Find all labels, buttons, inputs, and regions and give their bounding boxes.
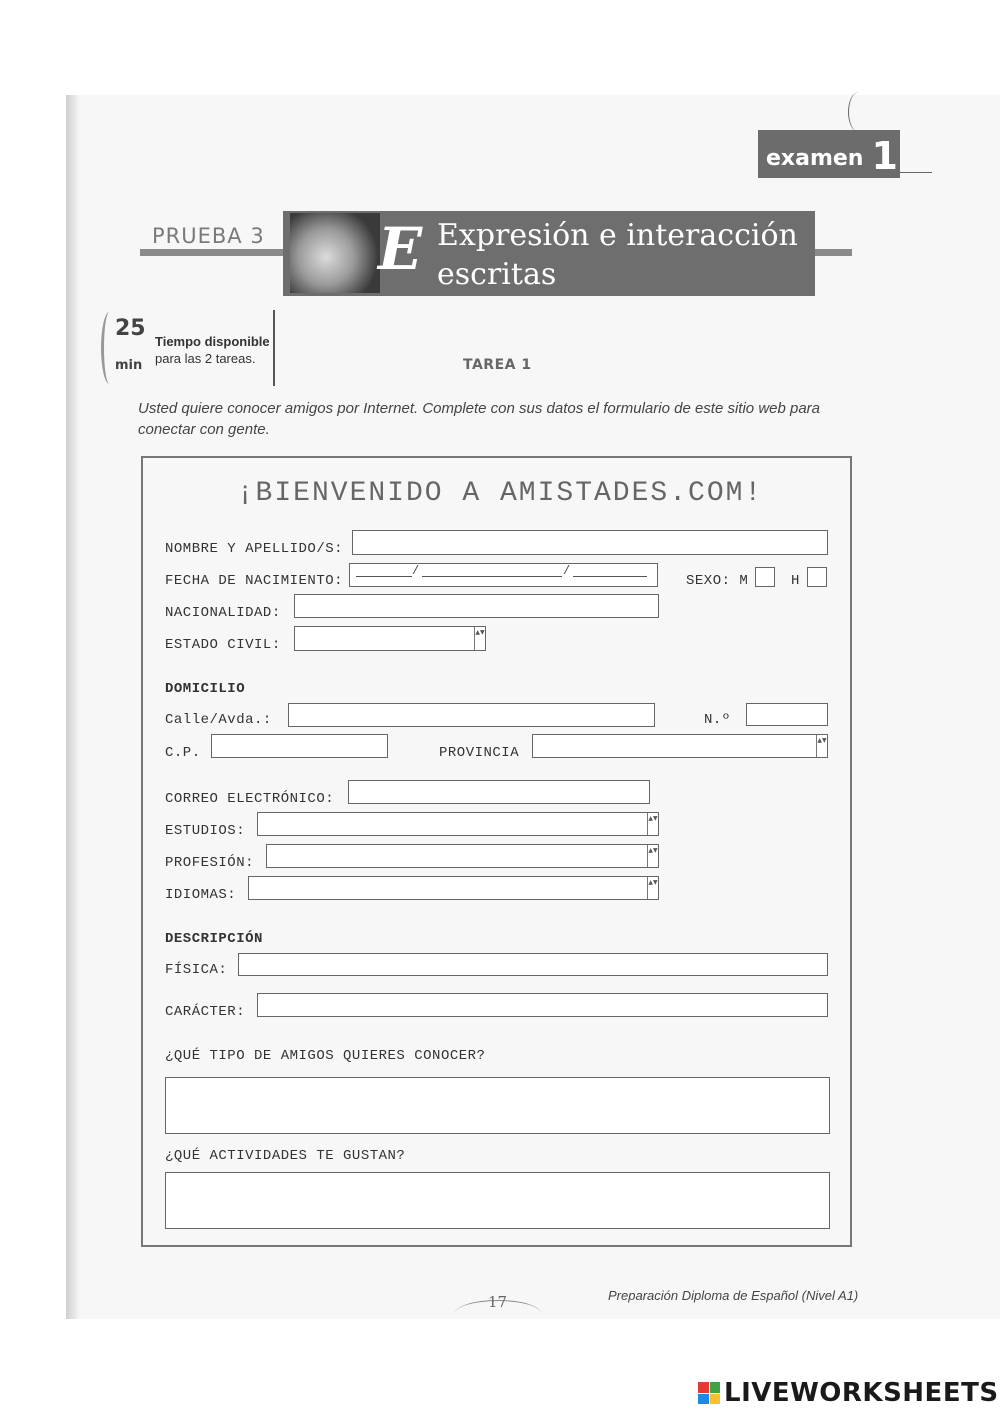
provincia-label: PROVINCIA	[439, 745, 520, 761]
nacionalidad-input[interactable]	[294, 594, 659, 618]
caracter-label: CARÁCTER:	[165, 1004, 246, 1020]
time-box	[101, 310, 276, 386]
spinner-icon[interactable]: ▲▼	[647, 813, 658, 835]
time-minutes: 25	[115, 316, 146, 341]
time-divider	[273, 310, 275, 386]
actividades-question: ¿QUÉ ACTIVIDADES TE GUSTAN?	[165, 1148, 406, 1164]
sexo-m-checkbox[interactable]	[755, 567, 775, 587]
time-unit: min	[115, 358, 143, 373]
estudios-select[interactable]	[257, 812, 659, 836]
idiomas-select[interactable]	[248, 876, 659, 900]
section-title-line2: escritas	[437, 257, 557, 292]
cp-input[interactable]	[211, 734, 388, 758]
amigos-question: ¿QUÉ TIPO DE AMIGOS QUIERES CONOCER?	[165, 1048, 486, 1064]
fecha-input[interactable]	[349, 563, 658, 587]
date-day-line	[356, 576, 412, 577]
page-number: 17	[488, 1293, 508, 1311]
sexo-label: SEXO: M	[686, 573, 749, 589]
decorative-line	[900, 172, 932, 173]
date-separator: /	[563, 564, 571, 578]
profesion-label: PROFESIÓN:	[165, 855, 255, 871]
numero-input[interactable]	[746, 703, 828, 726]
exam-word: examen	[766, 146, 864, 171]
date-year-line	[573, 576, 647, 577]
amigos-textarea[interactable]	[165, 1077, 830, 1134]
calle-input[interactable]	[288, 703, 655, 727]
form-title: ¡BIENVENIDO A AMISTADES.COM!	[236, 478, 764, 509]
date-separator: /	[412, 564, 420, 578]
liveworksheets-icon	[698, 1382, 720, 1404]
spinner-icon[interactable]: ▲▼	[647, 877, 658, 899]
correo-input[interactable]	[348, 780, 650, 804]
liveworksheets-text: LIVEWORKSHEETS	[724, 1378, 999, 1408]
exam-number: 1	[871, 134, 898, 178]
sexo-h-label: H	[791, 573, 800, 589]
sexo-h-checkbox[interactable]	[807, 567, 827, 587]
prueba-label: PRUEBA 3	[152, 224, 271, 248]
estado-civil-select[interactable]	[294, 626, 486, 651]
section-letter: E	[378, 215, 423, 283]
time-text-line1: Tiempo disponible	[155, 334, 270, 349]
estudios-label: ESTUDIOS:	[165, 823, 246, 839]
numero-label: N.º	[704, 712, 731, 728]
idiomas-label: IDIOMAS:	[165, 887, 237, 903]
time-text-line2: para las 2 tareas.	[155, 351, 256, 366]
fecha-label: FECHA DE NACIMIENTO:	[165, 573, 344, 589]
fisica-label: FÍSICA:	[165, 962, 228, 978]
section-title	[437, 216, 812, 294]
spinner-icon[interactable]: ▲▼	[474, 627, 485, 650]
nombre-input[interactable]	[352, 530, 828, 555]
spinner-icon[interactable]: ▲▼	[816, 735, 827, 757]
fisica-input[interactable]	[238, 953, 828, 976]
spinner-icon[interactable]: ▲▼	[647, 845, 658, 867]
actividades-textarea[interactable]	[165, 1172, 830, 1229]
profesion-select[interactable]	[266, 844, 659, 868]
descripcion-heading: DESCRIPCIÓN	[165, 931, 263, 947]
page-scan-edge	[66, 95, 80, 1319]
exam-tab	[758, 130, 900, 178]
date-month-line	[422, 576, 562, 577]
task-instructions: Usted quiere conocer amigos por Internet. Complete con sus datos el formulario de este sitio web para conectar con gente.	[138, 400, 821, 438]
calle-label: Calle/Avda.:	[165, 712, 272, 728]
correo-label: CORREO ELECTRÓNICO:	[165, 791, 335, 807]
writing-hand-image	[290, 213, 380, 293]
caracter-input[interactable]	[257, 993, 828, 1017]
book-title: Preparación Diploma de Español (Nivel A1)	[608, 1288, 859, 1303]
nacionalidad-label: NACIONALIDAD:	[165, 605, 281, 621]
task-title: TAREA 1	[463, 357, 532, 373]
nombre-label: NOMBRE Y APELLIDO/S:	[165, 541, 344, 557]
provincia-select[interactable]	[532, 734, 828, 758]
domicilio-heading: DOMICILIO	[165, 681, 246, 697]
estado-civil-label: ESTADO CIVIL:	[165, 637, 281, 653]
liveworksheets-logo	[698, 1378, 999, 1408]
cp-label: C.P.	[165, 745, 201, 761]
section-title-line1: Expresión e interacción	[437, 218, 798, 253]
decorative-curve	[848, 92, 869, 132]
